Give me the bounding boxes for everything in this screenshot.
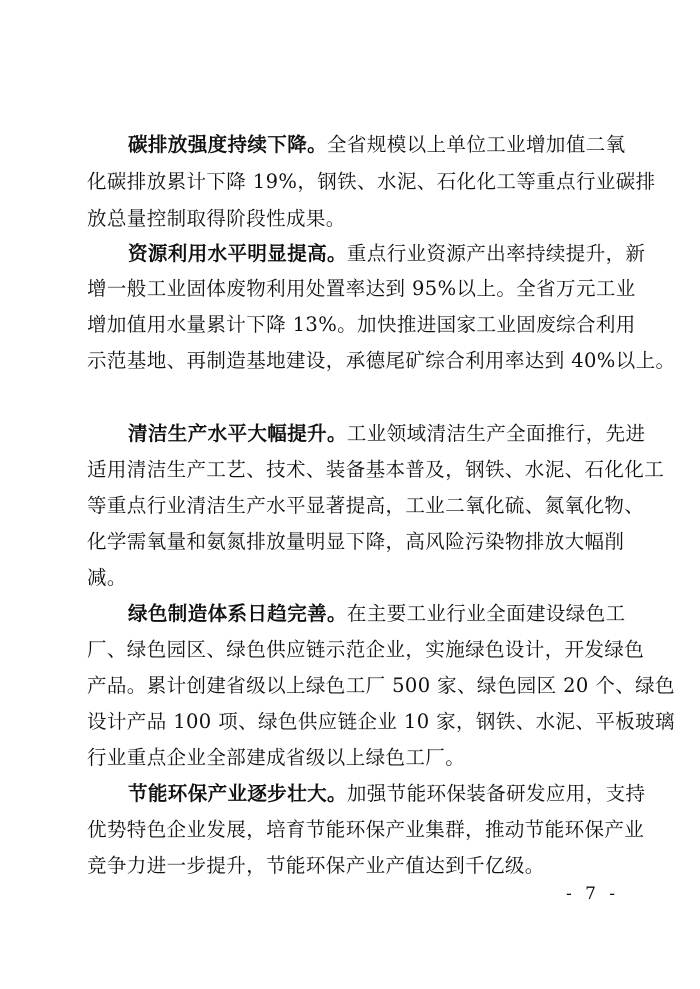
paragraph-lead: 清洁生产水平大幅提升。	[128, 422, 347, 445]
paragraph-lead: 节能环保产业逐步壮大。	[128, 782, 347, 805]
page-number: - 7 -	[565, 884, 620, 904]
paragraph-line: 行业重点企业全部建成省级以上绿色工厂。	[87, 746, 466, 769]
paragraph-line: 增一般工业固体废物利用处置率达到 95%以上。全省万元工业	[87, 277, 636, 300]
paragraph-line: 设计产品 100 项、绿色供应链企业 10 家，钢铁、水泥、平板玻璃	[87, 710, 675, 733]
paragraph-line	[128, 242, 646, 266]
paragraph-line: 增加值用水量累计下降 13%。加快推进国家工业固废综合利用	[87, 313, 636, 336]
paragraph-lead: 碳排放强度持续下降。	[128, 133, 328, 156]
paragraph-lead: 资源利用水平明显提高。	[128, 242, 347, 265]
paragraph-line: 化学需氧量和氨氮排放量明显下降，高风险污染物排放大幅削	[87, 530, 625, 553]
paragraph-text: 在主要工业行业全面建设绿色工	[346, 602, 626, 625]
paragraph-text: 全省规模以上单位工业增加值二氧	[327, 133, 626, 156]
paragraph-text: 工业领域清洁生产全面推行，先进	[346, 422, 646, 445]
paragraph-line	[128, 602, 626, 626]
paragraph-lead: 绿色制造体系日趋完善。	[128, 602, 347, 625]
paragraph-line: 厂、绿色园区、绿色供应链示范企业，实施绿色设计，开发绿色	[87, 638, 645, 661]
paragraph-line: 化碳排放累计下降 19%，钢铁、水泥、石化化工等重点行业碳排	[87, 170, 656, 193]
paragraph-line: 优势特色企业发展，培育节能环保产业集群，推动节能环保产业	[87, 818, 645, 841]
paragraph-line	[128, 782, 646, 806]
paragraph-line: 等重点行业清洁生产水平显著提高，工业二氧化硫、氮氧化物、	[87, 494, 645, 517]
paragraph-line	[128, 133, 626, 157]
paragraph-line: 减。	[87, 566, 127, 589]
paragraph-line: 放总量控制取得阶段性成果。	[87, 207, 346, 230]
paragraph-line: 适用清洁生产工艺、技术、装备基本普及，钢铁、水泥、石化化工	[87, 458, 665, 481]
paragraph-line: 竞争力进一步提升，节能环保产业产值达到千亿级。	[87, 854, 545, 877]
paragraph-line	[128, 422, 646, 446]
paragraph-line: 产品。累计创建省级以上绿色工厂 500 家、绿色园区 20 个、绿色	[87, 674, 675, 697]
paragraph-text: 重点行业资源产出率持续提升，新	[346, 242, 646, 265]
paragraph-text: 加强节能环保装备研发应用，支持	[346, 782, 646, 805]
paragraph-line: 示范基地、再制造基地建设，承德尾矿综合利用率达到 40%以上。	[87, 349, 676, 372]
